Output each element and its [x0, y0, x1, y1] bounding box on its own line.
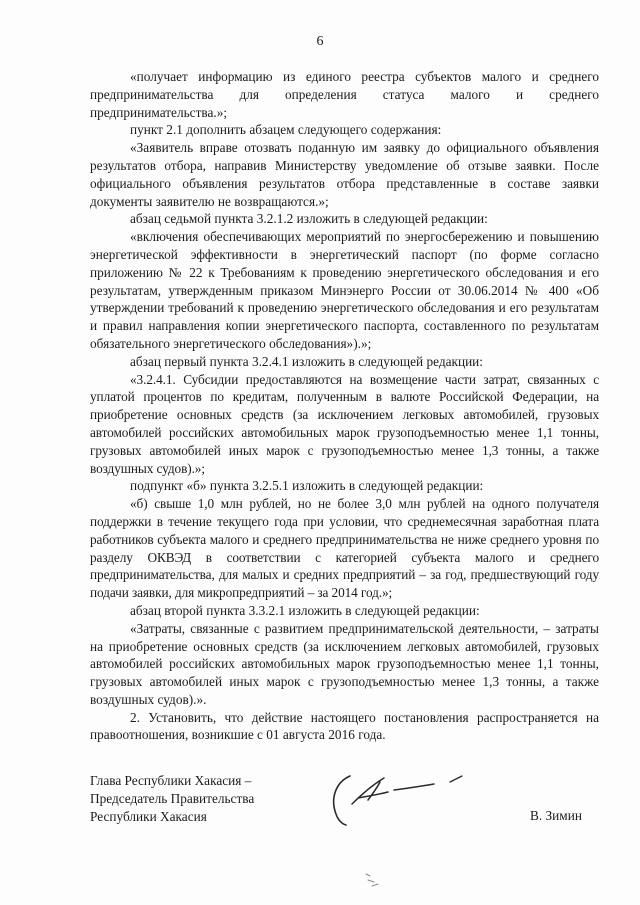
paragraph: «Заявитель вправе отозвать поданную им заявку до официального объявления результатов отбора, направив Министерству уведомление об отзыве заявки. После официального объявления результатов отбора представленные в составе заявки документы заявителю не возвращаются.»; — [90, 140, 599, 209]
handwritten-signature — [318, 764, 468, 834]
paragraph: абзац второй пункта 3.3.2.1 изложить в следующей редакции: — [130, 602, 480, 618]
document-body — [90, 68, 599, 744]
paragraph: подпункт «б» пункта 3.2.5.1 изложить в следующей редакции: — [130, 478, 484, 494]
signer-position-line: Республики Хакасия — [90, 808, 207, 824]
paragraph: «3.2.4.1. Субсидии предоставляются на возмещение части затрат, связанных с уплатой процентов по кредитам, полученным в валюте Российской Федерации, на приобретение основных средств (за исключением легковых автомобилей, грузовых автомобилей российских автомобильных марок грузоподъемностью менее 1,1 тонны, грузовых автомобилей иных марок с грузоподъемностью менее 1,3 тонны, а также воздушных судов).»; — [90, 371, 599, 476]
paragraph: «Затраты, связанные с развитием предпринимательской деятельности, – затраты на приобретение основных средств (за исключением легковых автомобилей, грузовых автомобилей российских автомобильных марок грузоподъемностью менее 1,1 тонны, грузовых автомобилей иных марок с грузоподъемностью менее 1,3 тонны, а также воздушных судов).». — [90, 620, 599, 707]
paragraph: «включения обеспечивающих мероприятий по энергосбережению и повышению энергетической эффективности в энергетический паспорт (по форме согласно приложению № 22 к Требованиям к проведению энергетического обследования и его результатам, утвержденным приказом Минэнерго России от 30.06.2014 № 400 «Об утверждении требований к проведению энергетического обследования и его результатам и правил направления копии энергетического паспорта, составленного по результатам обязательного энергетического обследования»).»; — [90, 229, 599, 351]
scribble-mark — [362, 870, 386, 890]
paragraph: абзац седьмой пункта 3.2.1.2 изложить в следующей редакции: — [130, 211, 488, 227]
paragraph: 2. Установить, что действие настоящего постановления распространяется на правоотношения, возникшие с 01 августа 2016 года. — [90, 709, 599, 743]
signer-position-line: Глава Республики Хакасия – — [90, 773, 252, 788]
paragraph: пункт 2.1 дополнить абзацем следующего содержания: — [130, 122, 442, 138]
paragraph: абзац первый пункта 3.2.4.1 изложить в следующей редакции: — [130, 353, 483, 369]
paragraph: «получает информацию из единого реестра субъектов малого и среднего предпринимательства для определения статуса малого и среднего предпринимательства.»; — [90, 69, 599, 120]
paragraph: «б) свыше 1,0 млн рублей, но не более 3,0 млн рублей на одного получателя поддержки в течение текущего года при условии, что среднемесячная заработная плата работников субъекта малого и среднего предпринимательства не ниже среднего уровня по разделу ОКВЭД в соответствии с категорией субъекта малого и среднего предпринимательства, для малых и средних предприятий – за год, предшествующий году подачи заявки, для микропредприятий – за 2014 год.»; — [90, 496, 599, 601]
signer-name: В. Зимин — [530, 808, 582, 823]
signer-position — [90, 772, 254, 825]
signer-position-line: Председатель Правительства — [90, 790, 255, 806]
page-number: 6 — [316, 34, 324, 49]
